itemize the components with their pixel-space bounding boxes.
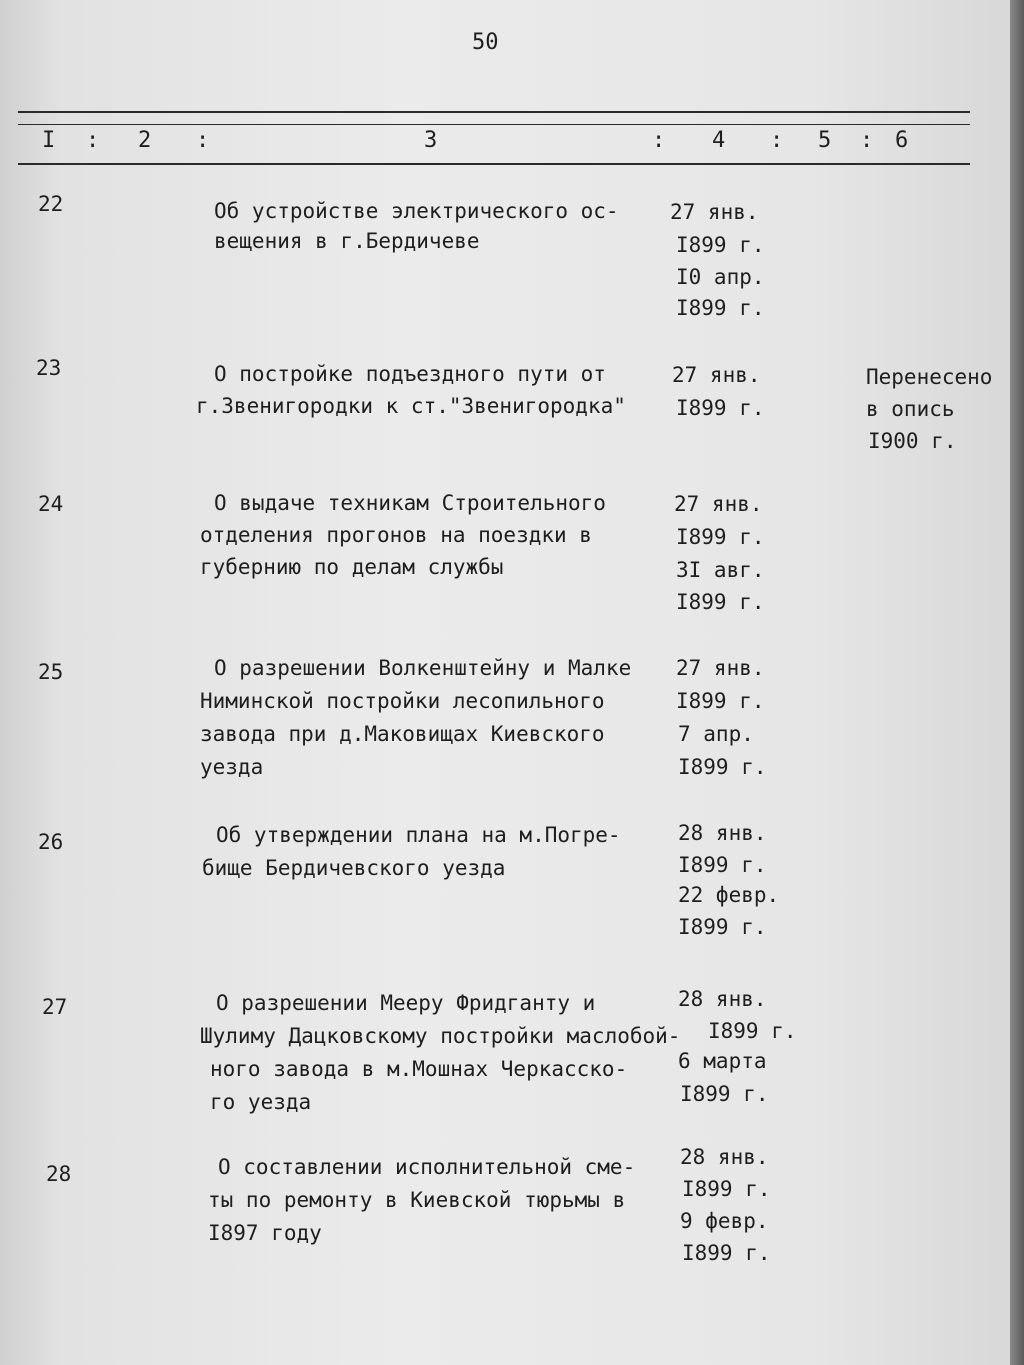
entry-title-line: отделения прогонов на поездки в <box>200 523 592 547</box>
entry-date: I899 г. <box>676 296 765 320</box>
entry-title-line: О разрешении Волкенштейну и Малке <box>214 656 632 680</box>
column-header-6: 6 <box>895 128 909 153</box>
header-bottom-rule <box>18 163 970 165</box>
entry-title-line: Ниминской постройки лесопильного <box>200 689 605 713</box>
column-header-3: 3 <box>424 128 438 153</box>
entry-number: 27 <box>42 995 68 1019</box>
column-header-1: I <box>42 128 56 153</box>
page-edge-shadow <box>1010 0 1024 1365</box>
entry-date: 9 февр. <box>680 1209 769 1233</box>
entry-title-line: I897 году <box>208 1221 322 1245</box>
entry-title-line: завода при д.Маковищах Киевского <box>200 722 605 746</box>
entry-date: I899 г. <box>682 1241 771 1265</box>
entry-date: 28 янв. <box>678 987 767 1011</box>
entry-title-line: бище Бердичевского уезда <box>202 856 506 880</box>
entry-number: 23 <box>36 356 62 380</box>
column-separator: : <box>770 128 784 153</box>
entry-date: 27 янв. <box>674 492 763 516</box>
entry-title-line: Об устройстве электрического ос- <box>214 199 619 223</box>
entry-note-line: в опись <box>866 397 955 421</box>
entry-title-line: О составлении исполнительной сме- <box>218 1155 636 1179</box>
entry-number: 26 <box>38 830 64 854</box>
entry-title-line: О разрешении Мееру Фридганту и <box>216 991 596 1015</box>
entry-title-line: ты по ремонту в Киевской тюрьмы в <box>208 1188 626 1212</box>
entry-date: 22 февр. <box>678 883 780 907</box>
entry-note-line: I900 г. <box>868 429 957 453</box>
entry-title-line: Шулиму Дацковскому постройки маслобой- <box>200 1024 681 1048</box>
entry-number: 22 <box>38 192 64 216</box>
entry-date: I899 г. <box>676 525 765 549</box>
header-top-rule-2 <box>18 124 970 125</box>
column-header-4: 4 <box>712 128 726 153</box>
entry-number: 24 <box>38 492 64 516</box>
column-separator: : <box>860 128 874 153</box>
entry-date: I899 г. <box>678 915 767 939</box>
header-top-rule <box>18 111 970 113</box>
column-header-2: 2 <box>138 128 152 153</box>
entry-date: I899 г. <box>676 396 765 420</box>
entry-date: I899 г. <box>678 755 767 779</box>
entry-date: 27 янв. <box>670 200 759 224</box>
entry-date: 28 янв. <box>678 821 767 845</box>
entry-date: I899 г. <box>676 233 765 257</box>
entry-note-line: Перенесено <box>866 365 993 389</box>
entry-title-line: О выдаче техникам Строительного <box>214 491 606 515</box>
entry-date: I0 апр. <box>676 265 765 289</box>
entry-title-line: вещения в г.Бердичеве <box>214 229 480 253</box>
entry-date: 27 янв. <box>672 363 761 387</box>
entry-title-line: г.Звенигородки к ст."Звенигородка" <box>196 394 626 418</box>
column-separator: : <box>86 128 100 153</box>
column-header-5: 5 <box>818 128 832 153</box>
entry-date: I899 г. <box>708 1019 797 1043</box>
entry-date: 27 янв. <box>676 656 765 680</box>
entry-date: I899 г. <box>676 590 765 614</box>
entry-title-line: губернию по делам службы <box>200 555 504 579</box>
entry-date: I899 г. <box>676 689 765 713</box>
entry-title-line: О постройке подъездного пути от <box>214 362 606 386</box>
entry-title-line: го уезда <box>210 1090 312 1114</box>
entry-date: I899 г. <box>678 853 767 877</box>
column-separator: : <box>652 128 666 153</box>
entry-date: 6 марта <box>678 1049 767 1073</box>
column-separator: : <box>196 128 210 153</box>
entry-title-line: Об утверждении плана на м.Погре- <box>216 823 621 847</box>
entry-date: I899 г. <box>680 1082 769 1106</box>
page-number: 50 <box>472 30 499 55</box>
entry-date: 3I авг. <box>676 558 765 582</box>
entry-title-line: уезда <box>200 755 264 779</box>
entry-date: 7 апр. <box>678 722 754 746</box>
entry-title-line: ного завода в м.Мошнах Черкасско- <box>210 1057 628 1081</box>
entry-number: 25 <box>38 660 64 684</box>
entry-number: 28 <box>46 1162 72 1186</box>
entry-date: I899 г. <box>682 1177 771 1201</box>
entry-date: 28 янв. <box>680 1145 769 1169</box>
